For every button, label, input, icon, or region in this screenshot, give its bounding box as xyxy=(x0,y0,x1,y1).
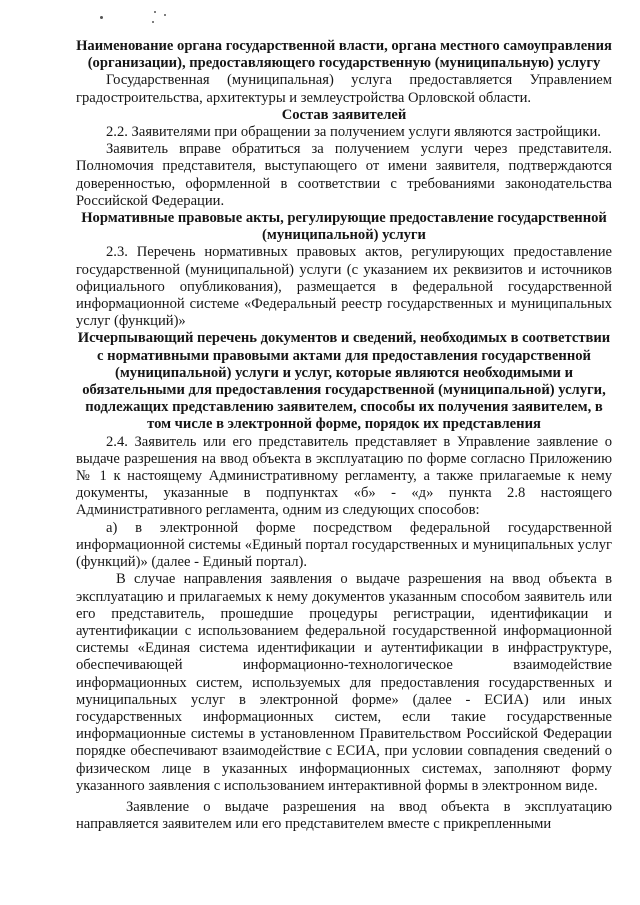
paragraph-service-provider: Государственная (муниципальная) услуга предоставляется Управлением градостроительства, архитектуры и землеустройства Орловской области. xyxy=(76,72,612,106)
paragraph-2-2: 2.2. Заявителями при обращении за получением услуги являются застройщики. xyxy=(106,124,601,141)
scan-speck xyxy=(100,16,103,19)
paragraph-application-sent: Заявление о выдаче разрешения на ввод объекта в эксплуатацию направляется заявителем или его представителем вместе с прикрепленными xyxy=(76,798,612,833)
scan-speck xyxy=(154,11,156,13)
paragraph-item-a: а) в электронной форме посредством федеральной государственной информационной системы «Единый портал государственных и муниципальных услуг (функций)» (далее - Единый портал). xyxy=(76,519,612,571)
heading-applicants: Состав заявителей xyxy=(281,106,407,123)
document-page xyxy=(76,38,612,833)
paragraph-esia: В случае направления заявления о выдаче разрешения на ввод объекта в эксплуатацию и прилагаемых к нему документов указанным способом заявитель или его представитель, прошедшие процедуры регистрации, идентификации и аутентификации с использованием федеральной государственной информационной системы «Единая система идентификации и аутентификации в инфраструктуре, обеспечивающей информационно-технологическое взаимодействие информационных систем, используемых для предоставления государственных и муниципальных услуг в электронной форме» (далее - ЕСИА) или иных государственных информационных систем, если такие государственные информационные системы в установленном Правительством Российской Федерации порядке обеспечивают взаимодействие с ЕСИА, при условии совпадения сведений о физическом лице в указанных информационных системах, заполняют форму указанного заявления с использованием интерактивной формы в электронном виде. xyxy=(76,571,612,794)
scan-speck xyxy=(152,21,154,23)
paragraph-2-3: 2.3. Перечень нормативных правовых актов, регулирующих предоставление государственной (муниципальной) услуги (с указанием их реквизитов и источников официального опубликования), размещается в федеральной государственной информационной системе «Федеральный реестр государственных и муниципальных услуг (функций)» xyxy=(76,244,612,330)
paragraph-representative: Заявитель вправе обратиться за получением услуги через представителя. Полномочия представителя, выступающего от имени заявителя, подтверждаются доверенностью, оформленной в соответствии с требованиями законодательства Российской Федерации. xyxy=(76,141,612,209)
scan-speck xyxy=(164,14,166,16)
heading-legal-acts: Нормативные правовые акты, регулирующие предоставление государственной (муниципальной) услуги xyxy=(81,210,607,244)
paragraph-2-4: 2.4. Заявитель или его представитель представляет в Управление заявление о выдаче разрешения на ввод объекта в эксплуатацию по форме согласно Приложению № 1 к настоящему Административному регламенту, а также прилагаемые к нему документы, указанные в подпунктах «б» - «д» пункта 2.8 настоящего Административного регламента, одним из следующих способов: xyxy=(76,433,612,519)
heading-documents-list: Исчерпывающий перечень документов и сведений, необходимых в соответствии с нормативными правовыми актами для предоставления государственной (муниципальной) услуги и услуг, которые являются необходимыми и обязательными для предоставления государственной (муниципальной) услуги, подлежащих представлению заявителем, способы их получения заявителем, в том числе в электронной форме, порядок их представления xyxy=(77,330,611,433)
heading-service-provider: Наименование органа государственной власти, органа местного самоуправления (организации), предоставляющего государственную (муниципальную) услугу xyxy=(76,38,612,72)
